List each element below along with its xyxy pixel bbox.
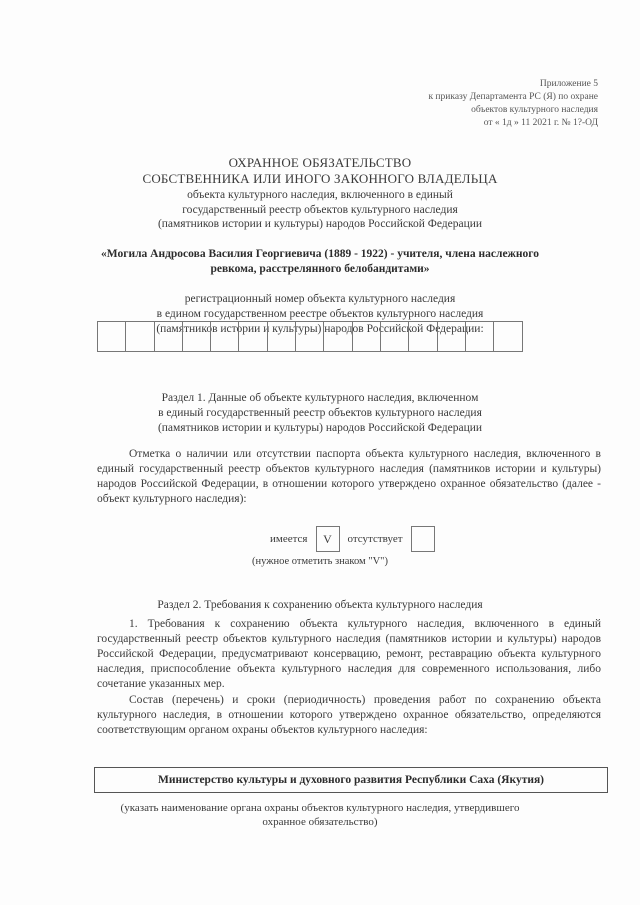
registration-cell bbox=[324, 322, 352, 351]
registration-cell bbox=[466, 322, 494, 351]
object-name-line: «Могила Андросова Василия Георгиевича (1889 - 1922) - учителя, члена наслежного bbox=[101, 248, 539, 260]
title-line: СОБСТВЕННИКА ИЛИ ИНОГО ЗАКОННОГО ВЛАДЕЛЬЦА bbox=[142, 171, 498, 186]
object-name-line: ревкома, расстрелянного белобандитами» bbox=[210, 263, 430, 275]
registration-cell bbox=[409, 322, 437, 351]
registration-cell bbox=[438, 322, 466, 351]
appendix-line: от « 1д » 11 2021 г. № 1?-ОД bbox=[483, 118, 598, 128]
registration-cell bbox=[211, 322, 239, 351]
works-paragraph: Состав (перечень) и сроки (периодичность) проведения работ по сохранению объекта культурного наследия, в отношении которого утверждено охранное обязательство, определяются соответствующим органом охраны объектов культурного наследия: bbox=[97, 694, 601, 736]
appendix-line: Приложение 5 bbox=[539, 79, 598, 89]
registration-line: регистрационный номер объекта культурного наследия bbox=[184, 293, 456, 305]
appendix-line: к приказу Департамента РС (Я) по охране bbox=[428, 92, 598, 102]
registration-line: в едином государственном реестре объектов культурного наследия bbox=[156, 308, 484, 320]
authority-note-line: охранное обязательство) bbox=[262, 816, 378, 828]
document-title bbox=[60, 155, 580, 187]
authority-note bbox=[60, 801, 580, 829]
passport-paragraph: Отметка о наличии или отсутствии паспорта объекта культурного наследия, включенного в единый государственный реестр объектов культурного наследия (памятников истории и культуры) народов Российской Федерации, в отношении которого утверждено охранное обязательство (далее - объект культурного наследия): bbox=[97, 448, 601, 505]
present-label: имеется bbox=[270, 533, 308, 545]
absent-checkbox[interactable] bbox=[411, 526, 435, 552]
registration-cell bbox=[353, 322, 381, 351]
appendix-header bbox=[368, 78, 598, 130]
absent-label: отсутствует bbox=[347, 533, 403, 545]
registration-cell bbox=[155, 322, 183, 351]
section1-heading-line: (памятников истории и культуры) народов Российской Федерации bbox=[157, 422, 483, 434]
section1-heading bbox=[60, 391, 580, 436]
title-line: ОХРАННОЕ ОБЯЗАТЕЛЬСТВО bbox=[228, 155, 412, 170]
authority-name: Министерство культуры и духовного развития Республики Саха (Якутия) bbox=[157, 774, 545, 786]
section1-heading-line: в единый государственный реестр объектов культурного наследия bbox=[158, 407, 482, 419]
authority-note-line: (указать наименование органа охраны объектов культурного наследия, утвердившего bbox=[120, 802, 520, 814]
authority-box bbox=[94, 767, 608, 793]
document-subtitle bbox=[60, 188, 580, 232]
registration-cell bbox=[98, 322, 126, 351]
present-checkbox[interactable]: V bbox=[316, 526, 340, 552]
registration-number-grid bbox=[97, 321, 523, 352]
registration-cell bbox=[183, 322, 211, 351]
mark-note: (нужное отметить знаком "V") bbox=[252, 556, 388, 567]
section1-heading-line: Раздел 1. Данные об объекте культурного наследия, включенном bbox=[161, 392, 479, 404]
registration-cell bbox=[268, 322, 296, 351]
subtitle-line: объекта культурного наследия, включенного в единый bbox=[187, 189, 453, 201]
registration-cell bbox=[296, 322, 324, 351]
subtitle-line: (памятников истории и культуры) народов Российской Федерации bbox=[157, 218, 483, 230]
section2-heading: Раздел 2. Требования к сохранению объекта культурного наследия bbox=[157, 599, 483, 611]
registration-cell bbox=[381, 322, 409, 351]
registration-cell bbox=[239, 322, 267, 351]
object-name bbox=[60, 247, 580, 277]
registration-line: (памятников истории и культуры) народов Российской Федерации: bbox=[156, 323, 484, 335]
registration-cell bbox=[494, 322, 522, 351]
requirements-paragraph: 1. Требования к сохранению объекта культурного наследия, включенного в единый государственный реестр объектов культурного наследия (памятников истории и культуры) народов Российской Федерации, предусматривают консервацию, ремонт, реставрацию объекта культурного наследия, приспособление объекта культурного наследия для современного использования, либо сочетание указанных мер. bbox=[97, 618, 601, 690]
appendix-line: объектов культурного наследия bbox=[471, 105, 598, 115]
subtitle-line: государственный реестр объектов культурного наследия bbox=[182, 203, 458, 216]
registration-cell bbox=[126, 322, 154, 351]
passport-presence-row bbox=[270, 526, 443, 552]
